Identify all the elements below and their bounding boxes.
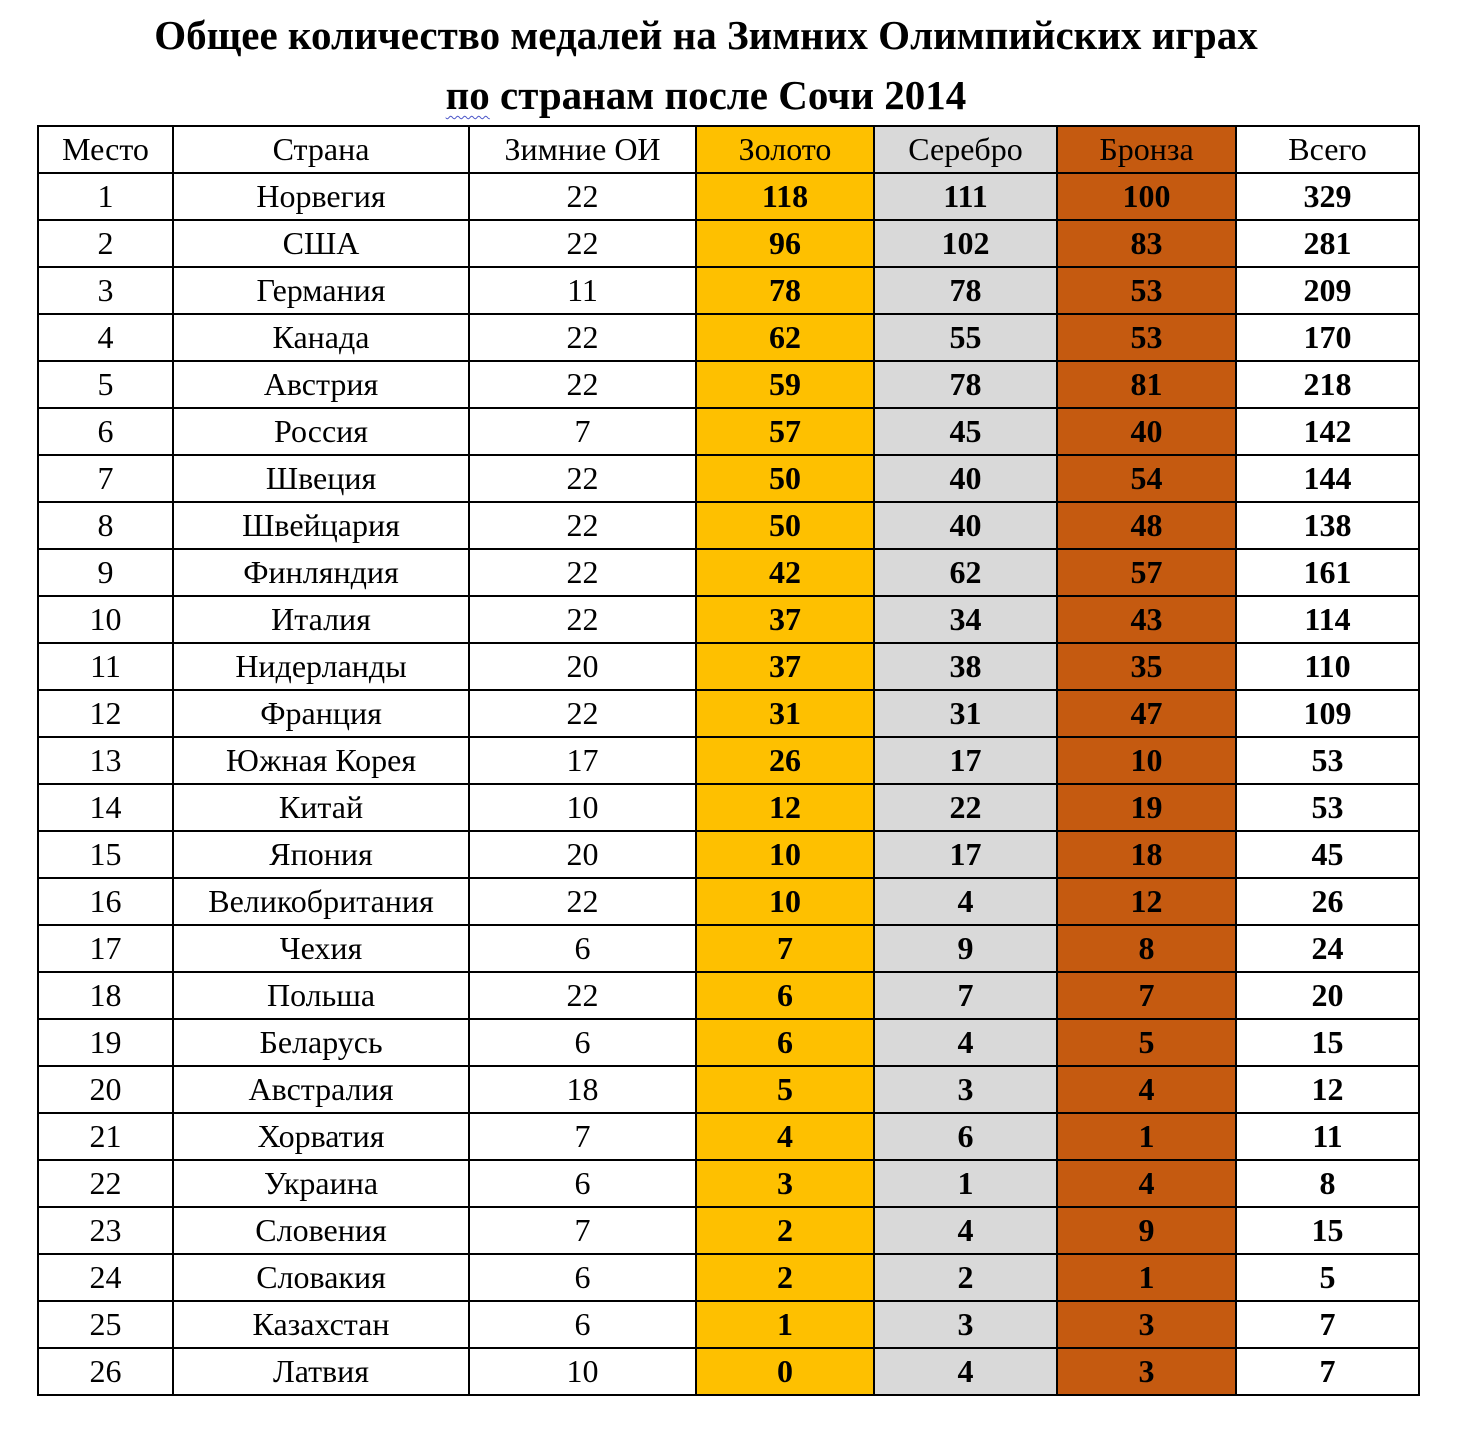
table-header-row — [38, 126, 1419, 173]
cell-gold: 50 — [696, 455, 874, 502]
cell-bronze: 83 — [1057, 220, 1236, 267]
cell-country: Латвия — [173, 1348, 469, 1395]
cell-games: 22 — [469, 220, 696, 267]
cell-bronze: 40 — [1057, 408, 1236, 455]
table-row — [38, 1207, 1419, 1254]
table-row — [38, 267, 1419, 314]
cell-silver: 78 — [874, 361, 1057, 408]
cell-games: 22 — [469, 361, 696, 408]
cell-total: 26 — [1236, 878, 1419, 925]
header-total: Всего — [1236, 126, 1419, 173]
cell-gold: 59 — [696, 361, 874, 408]
cell-place: 14 — [38, 784, 173, 831]
cell-country: Россия — [173, 408, 469, 455]
cell-total: 144 — [1236, 455, 1419, 502]
cell-place: 21 — [38, 1113, 173, 1160]
header-silver: Серебро — [874, 126, 1057, 173]
cell-silver: 40 — [874, 502, 1057, 549]
cell-games: 20 — [469, 831, 696, 878]
cell-silver: 34 — [874, 596, 1057, 643]
cell-total: 53 — [1236, 737, 1419, 784]
cell-gold: 3 — [696, 1160, 874, 1207]
cell-place: 26 — [38, 1348, 173, 1395]
cell-silver: 17 — [874, 737, 1057, 784]
cell-total: 7 — [1236, 1348, 1419, 1395]
cell-gold: 26 — [696, 737, 874, 784]
cell-bronze: 3 — [1057, 1301, 1236, 1348]
cell-silver: 22 — [874, 784, 1057, 831]
cell-bronze: 81 — [1057, 361, 1236, 408]
cell-total: 281 — [1236, 220, 1419, 267]
table-row — [38, 314, 1419, 361]
cell-total: 24 — [1236, 925, 1419, 972]
table-row — [38, 361, 1419, 408]
cell-silver: 2 — [874, 1254, 1057, 1301]
cell-silver: 102 — [874, 220, 1057, 267]
cell-silver: 111 — [874, 173, 1057, 220]
cell-gold: 37 — [696, 596, 874, 643]
cell-total: 53 — [1236, 784, 1419, 831]
cell-total: 110 — [1236, 643, 1419, 690]
cell-country: Нидерланды — [173, 643, 469, 690]
cell-place: 11 — [38, 643, 173, 690]
cell-bronze: 53 — [1057, 267, 1236, 314]
cell-bronze: 1 — [1057, 1254, 1236, 1301]
cell-total: 218 — [1236, 361, 1419, 408]
cell-country: Германия — [173, 267, 469, 314]
cell-total: 15 — [1236, 1207, 1419, 1254]
cell-gold: 50 — [696, 502, 874, 549]
cell-total: 138 — [1236, 502, 1419, 549]
cell-bronze: 19 — [1057, 784, 1236, 831]
page-title-line1: Общее количество медалей на Зимних Олимпийских играх — [154, 12, 1258, 58]
spellcheck-word: по — [445, 72, 490, 118]
cell-gold: 2 — [696, 1254, 874, 1301]
cell-silver: 1 — [874, 1160, 1057, 1207]
cell-gold: 57 — [696, 408, 874, 455]
cell-bronze: 18 — [1057, 831, 1236, 878]
cell-place: 9 — [38, 549, 173, 596]
cell-total: 20 — [1236, 972, 1419, 1019]
cell-games: 22 — [469, 173, 696, 220]
cell-bronze: 100 — [1057, 173, 1236, 220]
table-row — [38, 220, 1419, 267]
table-row — [38, 1301, 1419, 1348]
cell-silver: 3 — [874, 1066, 1057, 1113]
cell-place: 2 — [38, 220, 173, 267]
cell-country: Италия — [173, 596, 469, 643]
cell-silver: 40 — [874, 455, 1057, 502]
cell-bronze: 3 — [1057, 1348, 1236, 1395]
cell-gold: 0 — [696, 1348, 874, 1395]
page-title-line2-text: странам после Сочи 2014 — [489, 72, 967, 118]
cell-country: Великобритания — [173, 878, 469, 925]
cell-country: Швеция — [173, 455, 469, 502]
cell-total: 5 — [1236, 1254, 1419, 1301]
cell-silver: 3 — [874, 1301, 1057, 1348]
table-row — [38, 1348, 1419, 1395]
table-row — [38, 596, 1419, 643]
cell-place: 13 — [38, 737, 173, 784]
table-row — [38, 1254, 1419, 1301]
cell-games: 7 — [469, 408, 696, 455]
cell-games: 22 — [469, 549, 696, 596]
cell-country: Швейцария — [173, 502, 469, 549]
cell-country: Казахстан — [173, 1301, 469, 1348]
cell-country: Чехия — [173, 925, 469, 972]
cell-place: 24 — [38, 1254, 173, 1301]
cell-place: 3 — [38, 267, 173, 314]
cell-country: Австралия — [173, 1066, 469, 1113]
table-row — [38, 1019, 1419, 1066]
cell-country: Украина — [173, 1160, 469, 1207]
cell-country: Австрия — [173, 361, 469, 408]
cell-gold: 96 — [696, 220, 874, 267]
cell-silver: 4 — [874, 1019, 1057, 1066]
cell-place: 5 — [38, 361, 173, 408]
header-country: Страна — [173, 126, 469, 173]
page-title-line2 — [0, 70, 1412, 120]
cell-gold: 7 — [696, 925, 874, 972]
cell-games: 6 — [469, 1019, 696, 1066]
cell-bronze: 9 — [1057, 1207, 1236, 1254]
cell-country: Китай — [173, 784, 469, 831]
cell-bronze: 10 — [1057, 737, 1236, 784]
table-row — [38, 972, 1419, 1019]
cell-bronze: 43 — [1057, 596, 1236, 643]
cell-country: США — [173, 220, 469, 267]
cell-games: 6 — [469, 1254, 696, 1301]
table-row — [38, 1113, 1419, 1160]
cell-gold: 62 — [696, 314, 874, 361]
cell-gold: 1 — [696, 1301, 874, 1348]
table-row — [38, 173, 1419, 220]
cell-gold: 12 — [696, 784, 874, 831]
table-row — [38, 549, 1419, 596]
table-row — [38, 1160, 1419, 1207]
cell-country: Словакия — [173, 1254, 469, 1301]
cell-games: 22 — [469, 455, 696, 502]
cell-gold: 42 — [696, 549, 874, 596]
cell-bronze: 48 — [1057, 502, 1236, 549]
table-row — [38, 502, 1419, 549]
cell-silver: 38 — [874, 643, 1057, 690]
cell-gold: 4 — [696, 1113, 874, 1160]
cell-bronze: 57 — [1057, 549, 1236, 596]
cell-games: 7 — [469, 1207, 696, 1254]
header-place: Место — [38, 126, 173, 173]
header-bronze: Бронза — [1057, 126, 1236, 173]
cell-silver: 7 — [874, 972, 1057, 1019]
cell-place: 20 — [38, 1066, 173, 1113]
cell-gold: 6 — [696, 1019, 874, 1066]
cell-total: 170 — [1236, 314, 1419, 361]
cell-place: 25 — [38, 1301, 173, 1348]
cell-bronze: 47 — [1057, 690, 1236, 737]
cell-gold: 37 — [696, 643, 874, 690]
cell-silver: 78 — [874, 267, 1057, 314]
header-games: Зимние ОИ — [469, 126, 696, 173]
cell-silver: 17 — [874, 831, 1057, 878]
cell-country: Финляндия — [173, 549, 469, 596]
cell-silver: 4 — [874, 878, 1057, 925]
cell-games: 7 — [469, 1113, 696, 1160]
table-row — [38, 831, 1419, 878]
cell-games: 6 — [469, 1301, 696, 1348]
cell-place: 19 — [38, 1019, 173, 1066]
cell-bronze: 4 — [1057, 1066, 1236, 1113]
cell-games: 6 — [469, 1160, 696, 1207]
table-row — [38, 784, 1419, 831]
cell-bronze: 12 — [1057, 878, 1236, 925]
cell-gold: 2 — [696, 1207, 874, 1254]
table-row — [38, 878, 1419, 925]
cell-gold: 31 — [696, 690, 874, 737]
cell-total: 114 — [1236, 596, 1419, 643]
cell-silver: 62 — [874, 549, 1057, 596]
cell-country: Беларусь — [173, 1019, 469, 1066]
cell-games: 22 — [469, 972, 696, 1019]
cell-gold: 10 — [696, 831, 874, 878]
cell-country: Польша — [173, 972, 469, 1019]
table-body — [38, 173, 1419, 1395]
cell-silver: 55 — [874, 314, 1057, 361]
cell-gold: 78 — [696, 267, 874, 314]
cell-bronze: 7 — [1057, 972, 1236, 1019]
cell-place: 7 — [38, 455, 173, 502]
cell-gold: 10 — [696, 878, 874, 925]
cell-total: 11 — [1236, 1113, 1419, 1160]
cell-total: 7 — [1236, 1301, 1419, 1348]
cell-place: 10 — [38, 596, 173, 643]
cell-place: 18 — [38, 972, 173, 1019]
cell-bronze: 5 — [1057, 1019, 1236, 1066]
header-gold: Золото — [696, 126, 874, 173]
cell-games: 10 — [469, 784, 696, 831]
cell-games: 18 — [469, 1066, 696, 1113]
cell-bronze: 4 — [1057, 1160, 1236, 1207]
table-row — [38, 737, 1419, 784]
cell-place: 8 — [38, 502, 173, 549]
table-row — [38, 925, 1419, 972]
cell-place: 15 — [38, 831, 173, 878]
cell-games: 22 — [469, 502, 696, 549]
cell-total: 161 — [1236, 549, 1419, 596]
cell-country: Южная Корея — [173, 737, 469, 784]
cell-place: 6 — [38, 408, 173, 455]
medals-table — [37, 125, 1420, 1396]
cell-silver: 9 — [874, 925, 1057, 972]
table-row — [38, 408, 1419, 455]
cell-place: 22 — [38, 1160, 173, 1207]
cell-gold: 6 — [696, 972, 874, 1019]
cell-bronze: 35 — [1057, 643, 1236, 690]
cell-gold: 118 — [696, 173, 874, 220]
cell-games: 17 — [469, 737, 696, 784]
cell-games: 10 — [469, 1348, 696, 1395]
cell-country: Франция — [173, 690, 469, 737]
cell-gold: 5 — [696, 1066, 874, 1113]
cell-games: 22 — [469, 314, 696, 361]
cell-place: 4 — [38, 314, 173, 361]
table-row — [38, 1066, 1419, 1113]
cell-country: Хорватия — [173, 1113, 469, 1160]
cell-games: 22 — [469, 596, 696, 643]
table-row — [38, 690, 1419, 737]
cell-place: 1 — [38, 173, 173, 220]
cell-silver: 31 — [874, 690, 1057, 737]
cell-country: Япония — [173, 831, 469, 878]
cell-place: 17 — [38, 925, 173, 972]
cell-country: Норвегия — [173, 173, 469, 220]
table-row — [38, 643, 1419, 690]
cell-bronze: 1 — [1057, 1113, 1236, 1160]
cell-total: 15 — [1236, 1019, 1419, 1066]
cell-total: 45 — [1236, 831, 1419, 878]
cell-silver: 45 — [874, 408, 1057, 455]
cell-total: 8 — [1236, 1160, 1419, 1207]
cell-games: 20 — [469, 643, 696, 690]
cell-silver: 4 — [874, 1348, 1057, 1395]
cell-total: 329 — [1236, 173, 1419, 220]
cell-place: 12 — [38, 690, 173, 737]
cell-country: Словения — [173, 1207, 469, 1254]
cell-place: 16 — [38, 878, 173, 925]
cell-bronze: 54 — [1057, 455, 1236, 502]
cell-total: 209 — [1236, 267, 1419, 314]
cell-games: 6 — [469, 925, 696, 972]
cell-country: Канада — [173, 314, 469, 361]
cell-games: 22 — [469, 878, 696, 925]
cell-place: 23 — [38, 1207, 173, 1254]
table-row — [38, 455, 1419, 502]
cell-games: 11 — [469, 267, 696, 314]
cell-games: 22 — [469, 690, 696, 737]
cell-silver: 6 — [874, 1113, 1057, 1160]
cell-bronze: 8 — [1057, 925, 1236, 972]
cell-silver: 4 — [874, 1207, 1057, 1254]
cell-total: 109 — [1236, 690, 1419, 737]
cell-total: 12 — [1236, 1066, 1419, 1113]
cell-total: 142 — [1236, 408, 1419, 455]
cell-bronze: 53 — [1057, 314, 1236, 361]
